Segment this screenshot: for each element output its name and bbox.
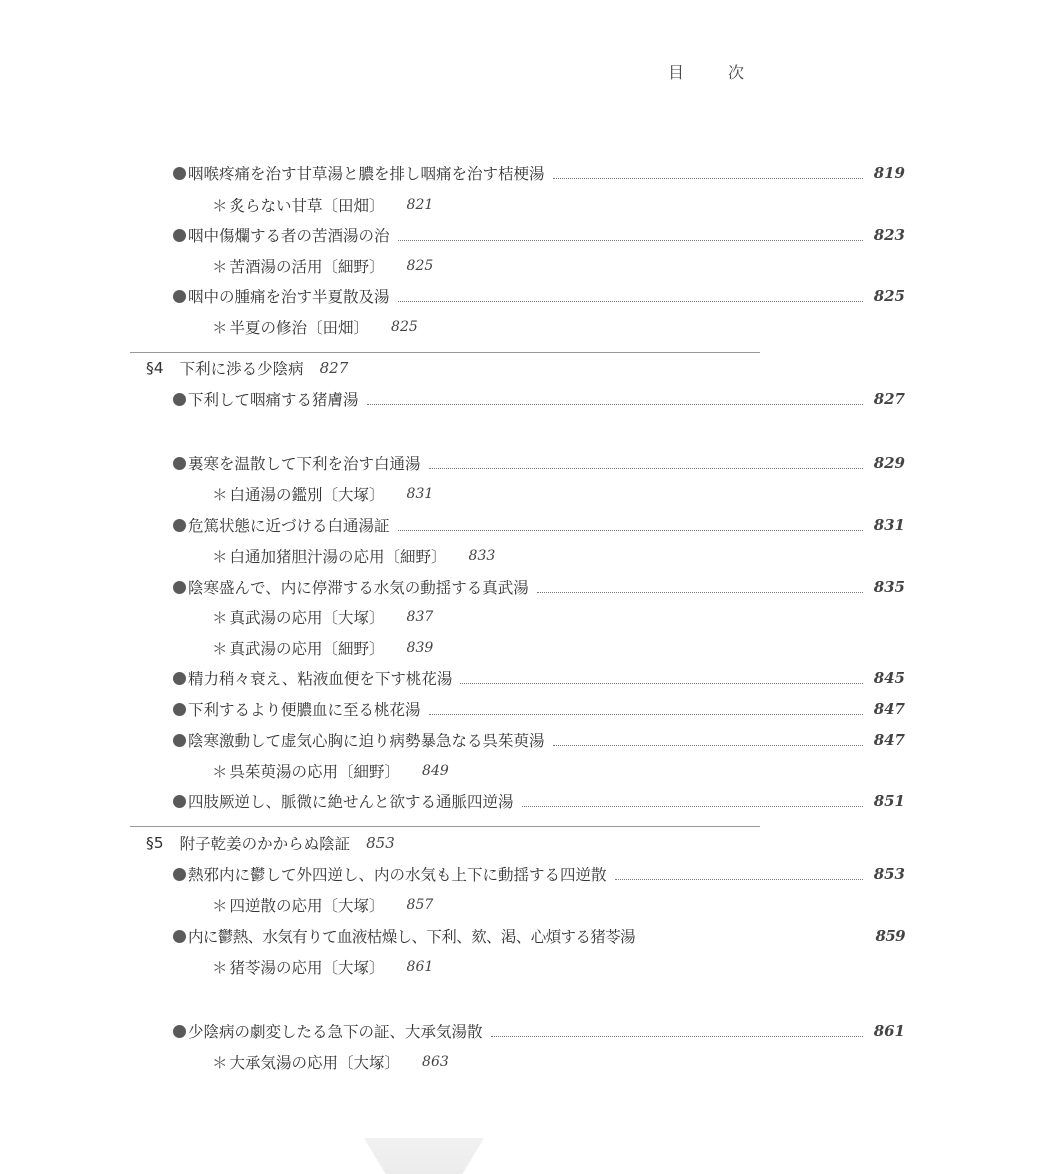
page-number: 823 — [873, 226, 905, 244]
page-number: 821 — [406, 197, 434, 213]
asterisk-icon: ＊ — [212, 548, 228, 566]
page-number: 853 — [366, 834, 395, 852]
toc-entry[interactable]: 危篤状態に近づける白通湯証 831 — [0, 513, 1003, 537]
toc-section-heading[interactable] — [0, 356, 976, 380]
toc-entry[interactable]: 内に鬱熱、水気有りて血液枯燥し、下利、欬、渇、心煩する猪苓湯 859 — [0, 924, 1003, 948]
page-number: 835 — [873, 578, 905, 596]
asterisk-icon: ＊ — [212, 197, 228, 215]
toc-entry[interactable]: 精力稍々衰え、粘液血便を下す桃花湯 845 — [0, 666, 1003, 690]
dot-leader — [615, 879, 863, 880]
toc-entry[interactable]: 裏寒を温散して下利を治す白通湯 829 — [0, 451, 1003, 475]
page-number: 829 — [873, 454, 905, 472]
section-number: §5 — [146, 834, 164, 852]
bullet-icon — [173, 795, 186, 808]
page-number: 861 — [406, 959, 434, 975]
page-number: 827 — [319, 359, 349, 377]
dot-leader — [429, 714, 863, 715]
dot-leader — [553, 178, 863, 179]
toc-subentry[interactable]: ＊ 炙らない甘草〔田畑〕 821 — [0, 193, 1042, 217]
bullet-icon — [173, 290, 186, 303]
page-number: 827 — [873, 390, 905, 408]
page-number: 851 — [873, 792, 905, 810]
page-number: 825 — [873, 287, 905, 305]
bullet-icon — [173, 930, 186, 943]
toc-subentry[interactable]: ＊ 白通加猪胆汁湯の応用〔細野〕 833 — [0, 544, 1042, 568]
asterisk-icon: ＊ — [212, 1054, 228, 1072]
bullet-icon — [173, 457, 186, 470]
bullet-icon — [173, 868, 186, 881]
section-divider — [130, 352, 760, 353]
toc-entry[interactable]: 熱邪内に鬱して外四逆し、内の水気も上下に動揺する四逆散 853 — [0, 862, 1003, 886]
page-number: 857 — [406, 897, 434, 913]
toc-entry[interactable]: 陰寒盛んで、内に停滞する水気の動揺する真武湯 835 — [0, 575, 1003, 599]
toc-subentry[interactable]: ＊ 半夏の修治〔田畑〕 825 — [0, 315, 1042, 339]
asterisk-icon: ＊ — [212, 897, 228, 915]
bullet-icon — [173, 1025, 186, 1038]
page-number: 833 — [468, 548, 496, 564]
toc-entry[interactable]: 咽喉疼痛を治す甘草湯と膿を排し咽痛を治す桔梗湯 819 — [0, 161, 1003, 185]
dot-leader — [398, 301, 863, 302]
asterisk-icon: ＊ — [212, 763, 228, 781]
toc-entry[interactable]: 四肢厥逆し、脈微に絶せんと欲する通脈四逆湯 851 — [0, 789, 1003, 813]
asterisk-icon: ＊ — [212, 258, 228, 276]
section-title: 附子乾姜のかからぬ陰証 — [179, 835, 351, 853]
page-number: 847 — [873, 731, 905, 749]
bullet-icon — [173, 393, 186, 406]
asterisk-icon: ＊ — [212, 486, 228, 504]
page-number: 837 — [406, 609, 434, 625]
asterisk-icon: ＊ — [212, 609, 228, 627]
dot-leader — [460, 683, 863, 684]
dot-leader — [398, 530, 863, 531]
page-number: 859 — [875, 927, 905, 945]
page-number: 831 — [406, 486, 434, 502]
page-header — [668, 60, 744, 83]
bullet-icon — [173, 519, 186, 532]
toc-subentry[interactable]: ＊ 真武湯の応用〔細野〕 839 — [0, 636, 1042, 660]
page-number: 825 — [406, 258, 434, 274]
toc-entry[interactable]: 咽中の腫痛を治す半夏散及湯 825 — [0, 284, 1003, 308]
dot-leader — [367, 404, 863, 405]
page-number: 861 — [873, 1022, 905, 1040]
bullet-icon — [173, 734, 186, 747]
section-divider — [130, 826, 760, 827]
section-number: §4 — [146, 359, 164, 377]
page-number: 863 — [422, 1054, 449, 1070]
page-number: 845 — [873, 669, 905, 687]
section-title: 下利に渉る少陰病 — [179, 360, 304, 378]
bullet-icon — [173, 672, 186, 685]
toc-subentry[interactable]: ＊ 四逆散の応用〔大塚〕 857 — [0, 893, 1042, 917]
page-number: 819 — [873, 164, 905, 182]
page-number: 825 — [391, 319, 418, 335]
bullet-icon — [173, 167, 186, 180]
header-char-1: 目 — [668, 63, 685, 82]
toc-subentry[interactable]: ＊ 苦酒湯の活用〔細野〕 825 — [0, 254, 1042, 278]
dot-leader — [429, 468, 863, 469]
asterisk-icon: ＊ — [212, 959, 228, 977]
dot-leader — [537, 592, 863, 593]
asterisk-icon: ＊ — [212, 319, 228, 337]
toc-entry[interactable]: 下利して咽痛する猪膚湯 827 — [0, 387, 1003, 411]
toc-entry[interactable]: 少陰病の劇変したる急下の証、大承気湯散 861 — [0, 1019, 1003, 1043]
toc-entry[interactable]: 下利するより便膿血に至る桃花湯 847 — [0, 697, 1003, 721]
dot-leader — [553, 745, 863, 746]
page-thumb-tab-mark — [364, 1138, 484, 1174]
dot-leader — [522, 806, 863, 807]
toc-subentry[interactable]: ＊ 大承気湯の応用〔大塚〕 863 — [0, 1050, 1042, 1074]
page-number: 853 — [873, 865, 905, 883]
toc-subentry[interactable]: ＊ 呉茱萸湯の応用〔細野〕 849 — [0, 759, 1042, 783]
toc-entry[interactable]: 陰寒激動して虚気心胸に迫り病勢暴急なる呉茱萸湯 847 — [0, 728, 1003, 752]
toc-subentry[interactable]: ＊ 白通湯の鑑別〔大塚〕 831 — [0, 482, 1042, 506]
toc-entry[interactable]: 咽中傷爛する者の苦酒湯の治 823 — [0, 223, 1003, 247]
page-number: 849 — [422, 763, 449, 779]
asterisk-icon: ＊ — [212, 640, 228, 658]
page-number: 847 — [873, 700, 905, 718]
page-number: 831 — [873, 516, 905, 534]
toc-subentry[interactable]: ＊ 猪苓湯の応用〔大塚〕 861 — [0, 955, 1042, 979]
toc-section-heading[interactable] — [0, 831, 976, 855]
bullet-icon — [173, 703, 186, 716]
toc-subentry[interactable]: ＊ 真武湯の応用〔大塚〕 837 — [0, 605, 1042, 629]
bullet-icon — [173, 581, 186, 594]
page-number: 839 — [406, 640, 434, 656]
header-char-2: 次 — [728, 63, 745, 82]
bullet-icon — [173, 229, 186, 242]
dot-leader — [491, 1036, 863, 1037]
dot-leader — [398, 240, 863, 241]
